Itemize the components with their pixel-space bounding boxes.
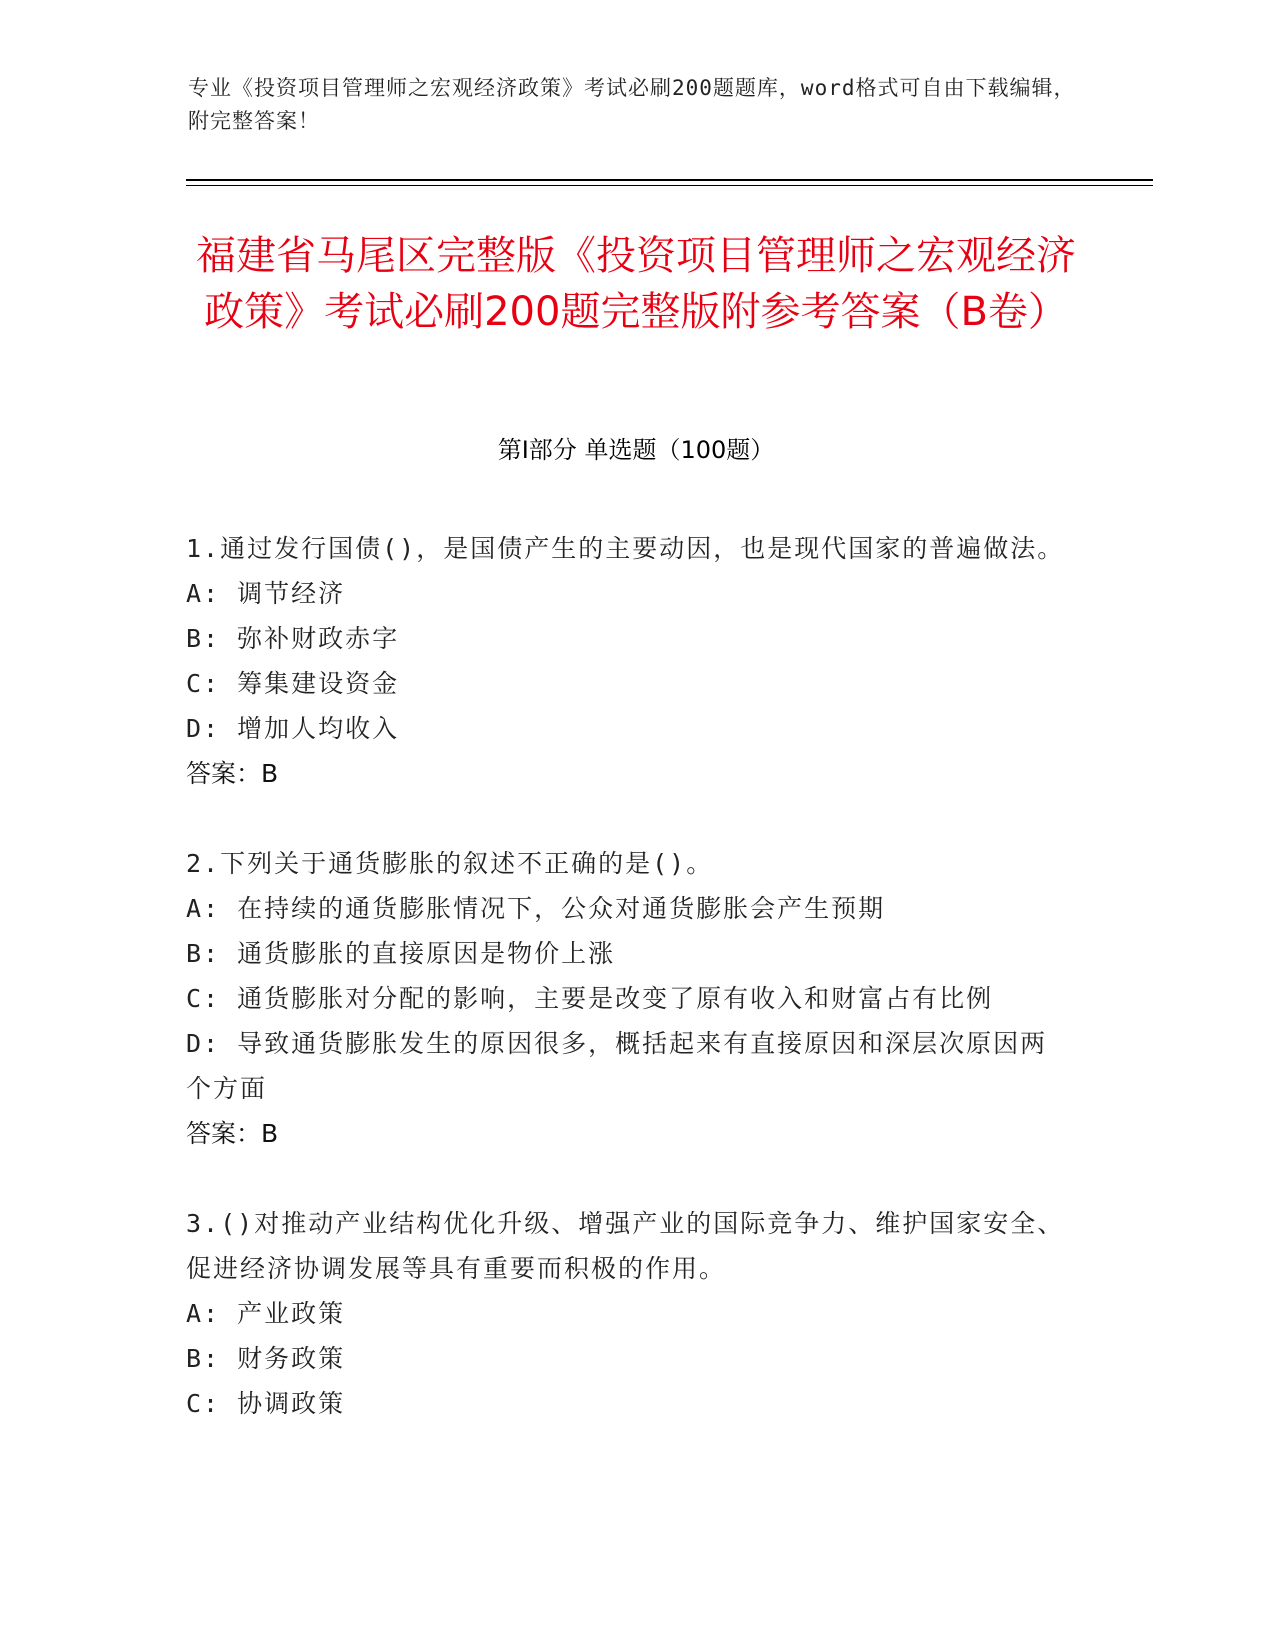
question-3 bbox=[186, 1201, 1066, 1426]
option-d: D: 增加人均收入 bbox=[186, 714, 400, 743]
question-stem: 1.通过发行国债()，是国债产生的主要动因，也是现代国家的普遍做法。 bbox=[186, 534, 1065, 563]
option-b: B: 财务政策 bbox=[186, 1344, 346, 1373]
option-c: C: 通货膨胀对分配的影响，主要是改变了原有收入和财富占有比例 bbox=[186, 984, 994, 1013]
answer-line: 答案：B bbox=[186, 759, 279, 788]
option-d: D: 导致通货膨胀发生的原因很多，概括起来有直接原因和深层次原因两个方面 bbox=[186, 1029, 1048, 1103]
question-2 bbox=[186, 841, 1066, 1156]
option-a: A: 调节经济 bbox=[186, 579, 346, 608]
option-c: C: 筹集建设资金 bbox=[186, 669, 400, 698]
option-a: A: 在持续的通货膨胀情况下，公众对通货膨胀会产生预期 bbox=[186, 894, 886, 923]
question-stem: 3.()对推动产业结构优化升级、增强产业的国际竞争力、维护国家安全、促进经济协调发展等具有重要而积极的作用。 bbox=[186, 1209, 1065, 1283]
question-stem: 2.下列关于通货膨胀的叙述不正确的是()。 bbox=[186, 849, 714, 878]
section-heading: 第Ⅰ部分 单选题（100题） bbox=[497, 436, 775, 464]
option-b: B: 通货膨胀的直接原因是物价上涨 bbox=[186, 939, 616, 968]
question-list bbox=[186, 526, 1066, 1471]
option-c: C: 协调政策 bbox=[186, 1389, 346, 1418]
header-note: 专业《投资项目管理师之宏观经济政策》考试必刷200题题库，word格式可自由下载编辑，附完整答案！ bbox=[188, 76, 1076, 133]
question-1 bbox=[186, 526, 1066, 796]
option-a: A: 产业政策 bbox=[186, 1299, 346, 1328]
header-rule-thin bbox=[186, 185, 1153, 186]
document-title: 福建省马尾区完整版《投资项目管理师之宏观经济政策》考试必刷200题完整版附参考答案（B卷） bbox=[196, 233, 1076, 335]
header-rule-thick bbox=[186, 179, 1153, 181]
answer-line: 答案：B bbox=[186, 1119, 279, 1148]
option-b: B: 弥补财政赤字 bbox=[186, 624, 400, 653]
